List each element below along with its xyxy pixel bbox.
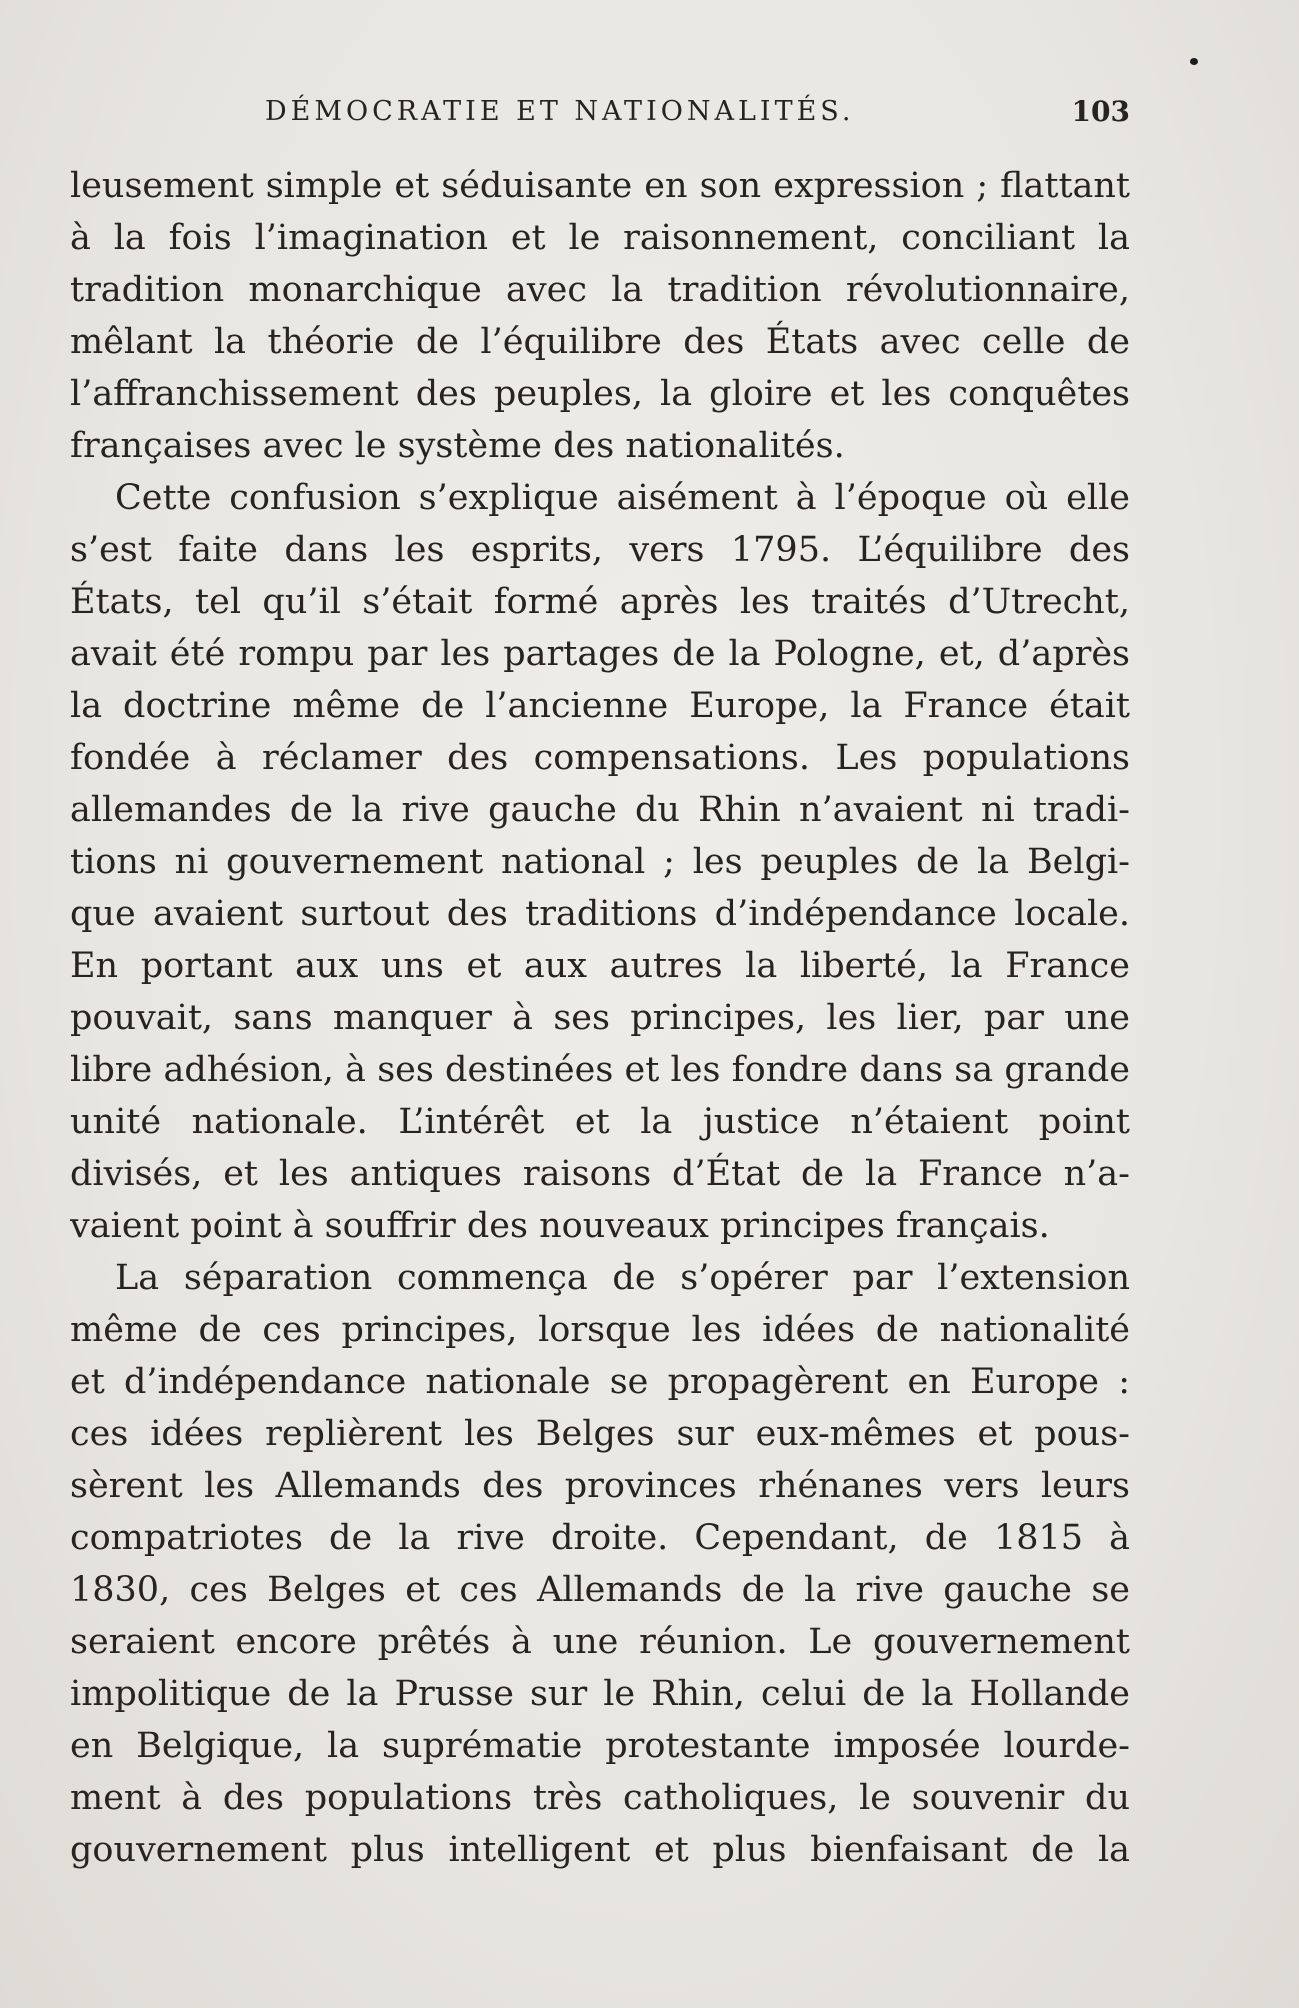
text-line: unité nationale. L’intérêt et la justice n’étaient point	[70, 1102, 1130, 1142]
text-line: vaient point à souffrir des nouveaux principes français.	[70, 1206, 1050, 1246]
text-line: En portant aux uns et aux autres la liberté, la France	[70, 946, 1130, 986]
text-line: Cette confusion s’explique aisément à l’époque où elle	[115, 478, 1130, 518]
text-line: 1830, ces Belges et ces Allemands de la rive gauche se	[70, 1570, 1130, 1610]
running-head	[70, 92, 1130, 132]
text-line: même de ces principes, lorsque les idées de nationalité	[70, 1310, 1130, 1350]
text-line: gouvernement plus intelligent et plus bienfaisant de la	[70, 1830, 1130, 1870]
text-line: que avaient surtout des traditions d’indépendance locale.	[70, 894, 1130, 934]
text-line: tions ni gouvernement national ; les peuples de la Belgi-	[70, 842, 1130, 882]
text-line: allemandes de la rive gauche du Rhin n’avaient ni tradi-	[70, 790, 1130, 830]
text-line: avait été rompu par les partages de la Pologne, et, d’après	[70, 634, 1130, 674]
text-line: La séparation commença de s’opérer par l’extension	[115, 1258, 1130, 1298]
text-line: libre adhésion, à ses destinées et les fondre dans sa grande	[70, 1050, 1130, 1090]
text-line: ces idées replièrent les Belges sur eux-mêmes et pous-	[70, 1414, 1130, 1454]
text-line: en Belgique, la suprématie protestante imposée lourde-	[70, 1726, 1130, 1766]
text-line: divisés, et les antiques raisons d’État de la France n’a-	[70, 1154, 1130, 1194]
running-head-title: DÉMOCRATIE ET NATIONALITÉS.	[265, 96, 855, 127]
body-text	[70, 160, 1130, 1876]
text-line: l’affranchissement des peuples, la gloire et les conquêtes	[70, 374, 1130, 414]
text-line: leusement simple et séduisante en son expression ; flattant	[70, 166, 1130, 206]
text-line: États, tel qu’il s’était formé après les traités d’Utrecht,	[70, 582, 1130, 622]
text-line: à la fois l’imagination et le raisonnement, conciliant la	[70, 218, 1130, 258]
text-line: tradition monarchique avec la tradition révolutionnaire,	[70, 270, 1130, 310]
text-line: compatriotes de la rive droite. Cependant, de 1815 à	[70, 1518, 1130, 1558]
text-line: fondée à réclamer des compensations. Les populations	[70, 738, 1130, 778]
text-line: françaises avec le système des nationalités.	[70, 426, 845, 466]
text-line: impolitique de la Prusse sur le Rhin, celui de la Hollande	[70, 1674, 1130, 1714]
text-line: seraient encore prêtés à une réunion. Le gouvernement	[70, 1622, 1130, 1662]
text-line: la doctrine même de l’ancienne Europe, la France était	[70, 686, 1130, 726]
text-line: sèrent les Allemands des provinces rhénanes vers leurs	[70, 1466, 1130, 1506]
text-line: ment à des populations très catholiques, le souvenir du	[70, 1778, 1130, 1818]
text-line: pouvait, sans manquer à ses principes, les lier, par une	[70, 998, 1130, 1038]
page-number: 103	[1071, 95, 1130, 128]
ink-speck	[1190, 58, 1198, 65]
text-line: s’est faite dans les esprits, vers 1795. L’équilibre des	[70, 530, 1130, 570]
text-line: mêlant la théorie de l’équilibre des États avec celle de	[70, 322, 1130, 362]
text-line: et d’indépendance nationale se propagèrent en Europe :	[70, 1362, 1130, 1402]
